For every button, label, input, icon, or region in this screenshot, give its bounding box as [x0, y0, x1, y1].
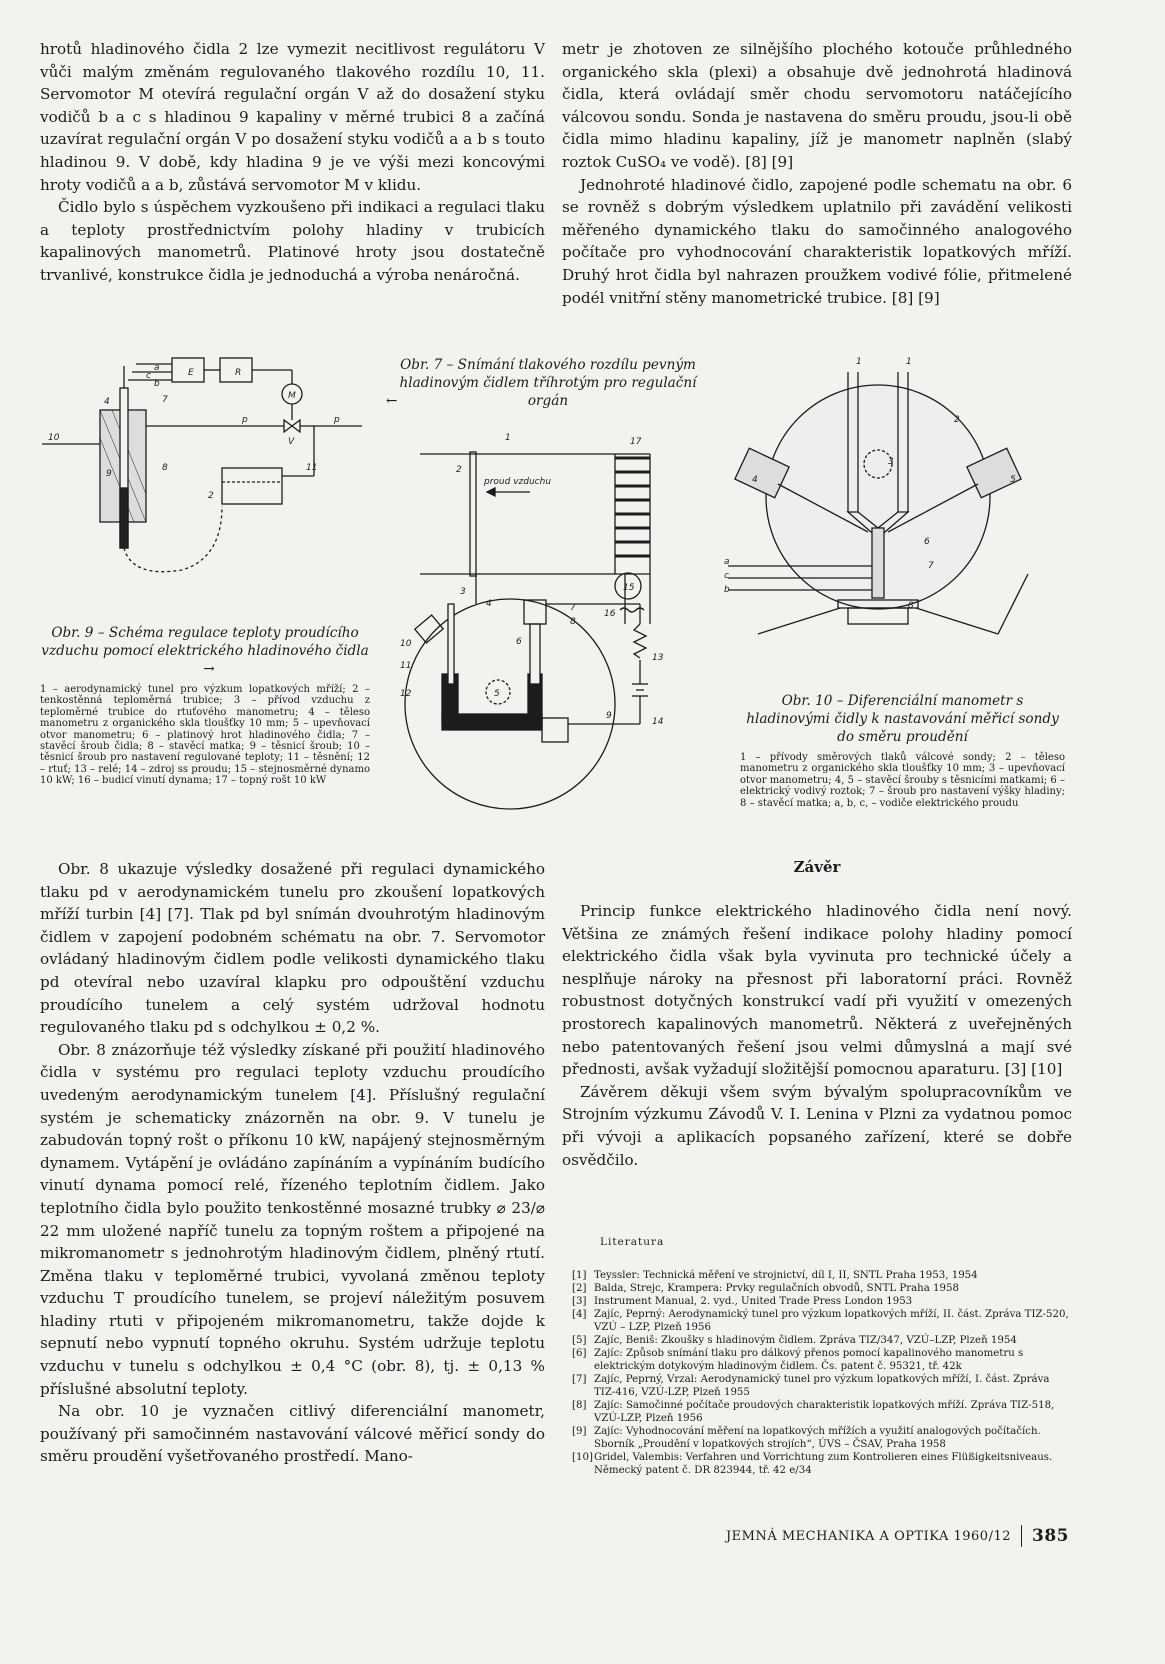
- label-M: M: [288, 391, 296, 401]
- label-6: 6: [924, 537, 930, 547]
- reference-item: [572, 1334, 1072, 1347]
- reference-item: [572, 1425, 1072, 1451]
- label-4: 4: [104, 397, 110, 407]
- label-E: E: [188, 368, 194, 378]
- reference-text: Balda, Strejc, Krampera: Prvky regulačních obvodů, SNTL Praha 1958: [594, 1283, 959, 1294]
- label-a: a: [724, 557, 730, 567]
- label-6: 6: [516, 637, 522, 647]
- label-9: 9: [606, 711, 612, 721]
- reference-text: Zajíc: Samočinné počítače proudových charakteristik lopatkových mříží. Zpráva TIZ-518, VZÚ-LZP, Plzeň 1956: [594, 1400, 1055, 1424]
- reference-item: [572, 1347, 1072, 1373]
- reference-number: [6]: [572, 1348, 587, 1359]
- figure-7-caption: Obr. 7 – Snímání tlakového rozdílu pevným hladinovým čidlem tříhrotým pro regulační orgán: [399, 357, 697, 409]
- reference-number: [3]: [572, 1296, 587, 1307]
- reference-number: [10]: [572, 1452, 593, 1463]
- label-c: c: [146, 371, 151, 381]
- paragraph: Jednohroté hladinové čidlo, zapojené podle schematu na obr. 6 se rovněž s dobrým výsledkem uplatnilo při zavádění velikosti měřeného dynamického tlaku do samočinného analogového počítače pro vyhodnocování charakteristik lopatkových mříží. Druhý hrot čidla byl nahrazen proužkem vodivé fólie, přitmelené podél vnitřní stěny manometrické trubice. [8] [9]: [562, 175, 1072, 307]
- label-proud-vzduchu: proud vzduchu: [484, 477, 552, 487]
- label-10: 10: [400, 639, 412, 649]
- label-4: 4: [752, 475, 758, 485]
- page-footer: [726, 1525, 1069, 1547]
- reference-text: Instrument Manual, 2. vyd., United Trade Press London 1953: [594, 1296, 913, 1307]
- reference-item: [572, 1282, 1072, 1295]
- label-2: 2: [456, 465, 462, 475]
- paragraph: metr je zhotoven ze silnějšího plochého kotouče průhledného organického skla (plexi) a obsahuje dvě jednohrotá hladinová čidla, která ovládají směr chodu servomotoru natáčejícího válcovou sondu. Sonda je nastavena do směru proudu, jsou-li obě čidla mimo hladinu kapaliny, jíž je manometr naplněn (slabý roztok CuSO₄ ve vodě). [8] [9]: [562, 40, 1072, 171]
- reference-text: Zajíc, Peprný: Aerodynamický tunel pro výzkum lopatkových mříží, II. část. Zpráva TIZ-520, VZÚ – LZP, Plzeň 1956: [594, 1309, 1069, 1333]
- label-1: 1: [505, 433, 511, 443]
- label-3: 3: [888, 457, 894, 467]
- label-9: 9: [106, 469, 112, 479]
- literature-title: Literatura: [600, 1236, 665, 1248]
- label-4: 4: [486, 599, 492, 609]
- label-13: 13: [652, 653, 664, 663]
- label-p: p: [242, 415, 248, 425]
- label-11: 11: [400, 661, 412, 671]
- journal-name: JEMNÁ MECHANIKA A OPTIKA 1960/12: [725, 1528, 1011, 1544]
- footer-divider: [1021, 1525, 1022, 1547]
- reference-text: Zajíc: Vyhodnocování měření na lopatkových mřížích a využití analogových počítačích. Sborník „Proudění v lopatkových strojích“, ÚVS – ČSAV, Praha 1958: [594, 1426, 1041, 1450]
- label-1: 1: [856, 357, 862, 367]
- figure-9-diagram: [400, 424, 730, 814]
- reference-number: [8]: [572, 1400, 587, 1411]
- label-12: 12: [400, 689, 412, 699]
- label-1: 1: [906, 357, 912, 367]
- label-R: R: [235, 368, 242, 378]
- reference-list: [572, 1269, 1072, 1477]
- label-8: 8: [908, 601, 914, 611]
- label-5: 5: [494, 689, 500, 699]
- paragraph: Princip funkce elektrického hladinového čidla není nový. Většina ze známých řešení indikace polohy hladiny pomocí elektrického čidla však byla vyvinuta pro technické účely a nesplňuje nároky na přesnost při laboratorní práci. Rovněž robustnost dotyčných konstrukcí vadí při využití v omezených prostorech kapalinových manometrů. Některá z uveřejněných nebo patentovaných řešení jsou velmi důmyslná a mají své přednosti, avšak vyžadují složitější pomocnou aparaturu. [3] [10]: [562, 902, 1072, 1079]
- reference-item: [572, 1399, 1072, 1425]
- conclusion-heading: Závěr: [793, 858, 841, 876]
- label-7: 7: [928, 561, 934, 571]
- label-10: 10: [48, 433, 60, 443]
- paragraph: Obr. 8 ukazuje výsledky dosažené při regulaci dynamického tlaku pd v aerodynamickém tunelu pro zkoušení lopatkových mříží turbin [4] [7]. Tlak pd byl snímán dvouhrotým hladinovým čidlem v zapojení podobném schématu na obr. 7. Servomotor ovládaný hladinovým čidlem podle velikosti dynamického tlaku pd otevíral nebo uzavíral klapku pro odpouštění vzduchu proudícího tunelem a celý systém udržoval hodnotu regulovaného tlaku pd s odchylkou ± 0,2 %.: [40, 860, 545, 1037]
- reference-text: Zajíc: Způsob snímání tlaku pro dálkový přenos pomocí kapalinového manometru s elektrickým dotykovým hladinovým čidlem. Čs. patent č. 95321, tř. 42k: [594, 1348, 1024, 1372]
- right-column-bottom: [562, 900, 1072, 1171]
- label-17: 17: [630, 437, 642, 447]
- paragraph: Obr. 8 znázorňuje též výsledky získané při použití hladinového čidla v systému pro regulaci teploty vzduchu proudícího uvedeným aerodynamickým tunelem [4]. Příslušný regulační systém je schematicky znázorněn na obr. 9. V tunelu je zabudován topný rošt o příkonu 10 kW, napájený stejnosměrným dynamem. Vytápění je ovládáno zapínáním a vypínáním budícího vinutí dynama pomocí relé, řízeného teplotním čidlem. Jako teplotního čidla bylo použito tenkostěnné mosazné trubky ⌀ 23/⌀ 22 mm uložené napříč tunelu za topným roštem a připojené na mikromanometr s jednohrotým hladinovým čidlem, plněný rtutí. Změna tlaku v teploměrné trubici, vyvolaná změnou teploty vzduchu T proudícího tunelem, se projeví náležitým posuvem hladiny rtuti v připojeném mikromanometru, takže dojde k sepnutí nebo vypnutí topného okruhu. Systém udržuje teplotu vzduchu v tunelu s odchylkou ± 0,4 °C (obr. 8), tj. ± 0,13 % příslušné absolutní teploty.: [40, 1040, 545, 1398]
- label-7: 7: [570, 603, 576, 613]
- label-b: b: [154, 379, 160, 389]
- paragraph: hrotů hladinového čidla 2 lze vymezit necitlivost regulátoru V vůči malým změnám regulovaného tlakového rozdílu 10, 11. Servomotor M otevírá regulační orgán V až do dosažení styku vodičů b a c s hladinou 9 kapaliny v měrné trubici 8 a začíná uzavírat regulační orgán V po dosažení styku vodičů a a b s touto hladinou 9. V době, kdy hladina 9 je ve výši mezi koncovými hroty vodičů a a b, zůstává servomotor M v klidu.: [40, 40, 545, 194]
- reference-item: [572, 1269, 1072, 1282]
- reference-text: Teyssler: Technická měření ve strojnictví, díl I, II, SNTL Praha 1953, 1954: [594, 1270, 978, 1281]
- label-5: 5: [1010, 475, 1016, 485]
- left-column-bottom: [40, 858, 545, 1468]
- figure-10-legend: 1 – přívody směrových tlaků válcové sondy; 2 – těleso manometru z organického skla tloušťky 10 mm; 3 – upevňovací otvor manometru; 4, 5 – stavěcí šrouby s těsnicími matkami; 6 – elektrický vodivý roztok; 7 – šroub pro nastavení výšky hladiny; 8 – stavěcí matka; a, b, c, – vodiče elektrického proudu: [740, 752, 1065, 809]
- reference-item: [572, 1308, 1072, 1334]
- page-number: 385: [1032, 1526, 1069, 1546]
- label-8: 8: [570, 617, 576, 627]
- reference-number: [4]: [572, 1309, 587, 1320]
- figure-9-caption: Obr. 9 – Schéma regulace teploty proudícího vzduchu pomocí elektrického hladinového čidla →: [41, 625, 369, 677]
- label-11: 11: [306, 463, 318, 473]
- figure-10-diagram: [724, 352, 1048, 652]
- label-14: 14: [652, 717, 664, 727]
- label-p: p: [334, 415, 340, 425]
- reference-number: [2]: [572, 1283, 587, 1294]
- reference-item: [572, 1295, 1072, 1308]
- label-15: 15: [623, 583, 635, 593]
- label-2: 2: [954, 415, 960, 425]
- figure-7-arrow: ←: [386, 393, 398, 409]
- paragraph: Čidlo bylo s úspěchem vyzkoušeno při indikaci a regulaci tlaku a teploty prostřednictvím polohy hladiny v trubicích kapalinových manometrů. Platinové hroty jsou dostatečně trvanlivé, konstrukce čidla je jednoduchá a výroba nenáročná.: [40, 198, 545, 284]
- reference-number: [5]: [572, 1335, 587, 1346]
- label-8: 8: [162, 463, 168, 473]
- reference-text: Zajíc, Peprný, Vrzal: Aerodynamický tunel pro výzkum lopatkových mříží, I. část. Zpráva TIZ-416, VZÚ-LZP, Plzeň 1955: [594, 1374, 1050, 1398]
- reference-number: [9]: [572, 1426, 587, 1437]
- reference-text: Gridel, Valembis: Verfahren und Vorrichtung zum Kontrolieren eines Flüßigkeitsniveaus. Německý patent č. DR 823944, tř. 42 e/34: [594, 1452, 1053, 1476]
- label-3: 3: [460, 587, 466, 597]
- label-b: b: [724, 585, 730, 595]
- paragraph: Na obr. 10 je vyznačen citlivý diferenciální manometr, používaný při samočinném nastavování válcové měřicí sondy do směru proudění vyšetřovaného prostředí. Mano-: [40, 1402, 545, 1466]
- figure-7-diagram: [42, 358, 372, 588]
- label-7: 7: [162, 395, 168, 405]
- paragraph: Závěrem děkuji všem svým bývalým spolupracovníkům ve Strojním výzkumu Závodů V. I. Lenina v Plzni za vydatnou pomoc při vývoji a aplikacích popsaného zařízení, které se dobře osvědčilo.: [562, 1082, 1072, 1169]
- label-V: V: [288, 437, 295, 447]
- reference-number: [1]: [572, 1270, 587, 1281]
- right-column-top: [562, 38, 1072, 309]
- figure-9-legend: 1 – aerodynamický tunel pro výzkum lopatkových mříží; 2 – tenkostěnná teploměrná trubice; 3 – přívod vzduchu z teploměrné trubice do rtuťového manometru; 4 – těleso manometru z organického skla tloušťky 10 mm; 5 – upevňovací otvor manometru; 6 – platinový hrot hladinového čidla; 7 – stavěcí šroub čidla; 8 – stavěcí matka; 9 – těsnicí šroub; 10 – těsnicí šroub pro nastavení regulované teploty; 11 – těsnění; 12 – rtuť; 13 – relé; 14 – zdroj ss proudu; 15 – stejnosměrné dynamo 10 kW; 16 – budicí vinutí dynama; 17 – topný rošt 10 kW: [40, 684, 370, 787]
- reference-item: [572, 1373, 1072, 1399]
- figure-10-caption: Obr. 10 – Diferenciální manometr s hladinovými čidly k nastavování měřicí sondy do směru proudění: [746, 693, 1059, 745]
- label-2: 2: [208, 491, 214, 501]
- reference-number: [7]: [572, 1374, 587, 1385]
- label-a: a: [154, 363, 160, 373]
- label-16: 16: [604, 609, 616, 619]
- reference-item: [572, 1451, 1072, 1477]
- reference-text: Zajíc, Beniš: Zkoušky s hladinovým čidlem. Zpráva TIZ/347, VZÚ–LZP, Plzeň 1954: [594, 1335, 1017, 1346]
- left-column-top: [40, 38, 545, 287]
- label-c: c: [724, 571, 729, 581]
